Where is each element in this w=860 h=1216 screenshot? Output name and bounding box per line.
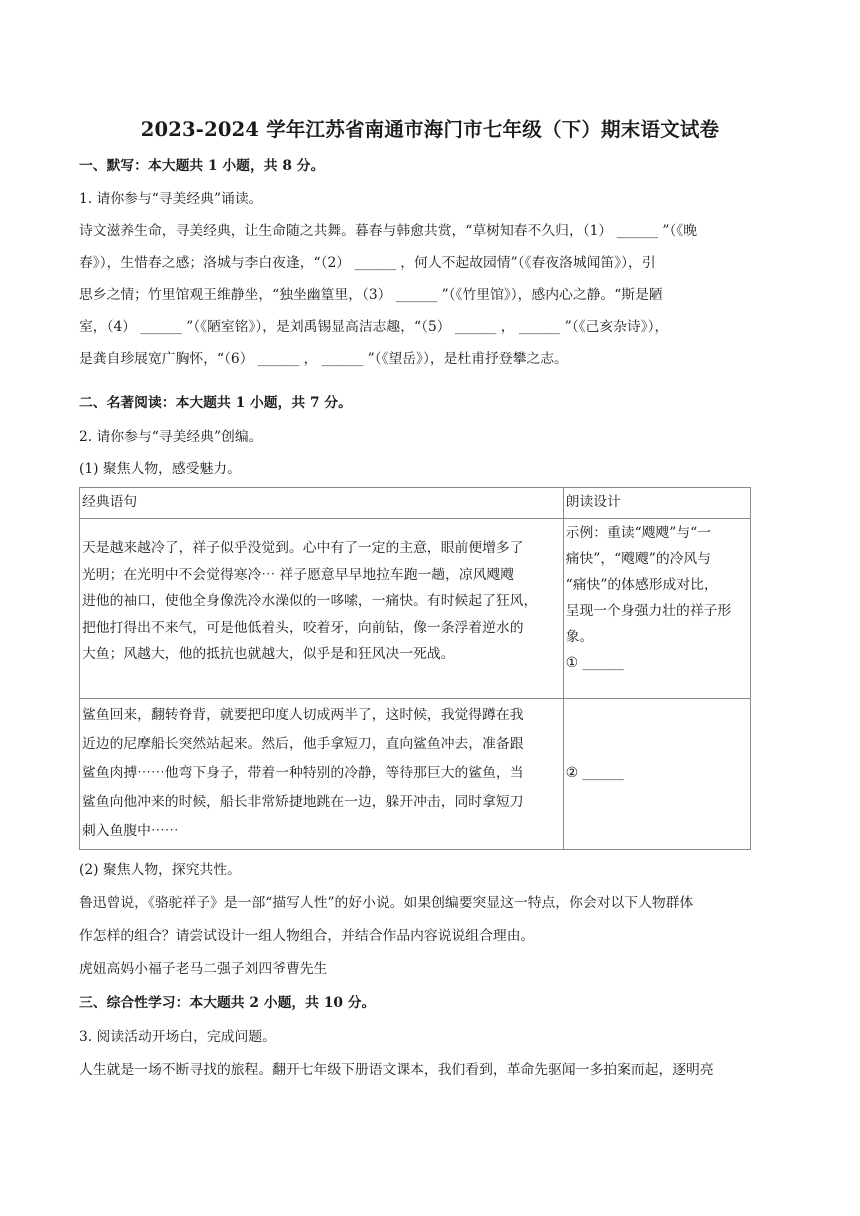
q3-prompt: 3. 阅读活动开场白，完成问题。 <box>79 1029 276 1045</box>
q1-line: 诗文滋养生命，寻美经典，让生命随之共舞。暮春与韩愈共赏，“草树知春不久归，（1） ______ ”（《晚 <box>79 223 698 239</box>
design-line: 痛快”，“飕飕”的冷风与 <box>565 551 712 567</box>
design-line: 示例：重读“飕飕”与“一 <box>565 525 712 541</box>
q1-line: 春》），生惜春之感；洛城与李白夜逢，“（2） ______ ，何人不起故园情”（《春夜洛城闻笛》），引 <box>79 255 656 271</box>
q3-line: 人生就是一场不断寻找的旅程。翻开七年级下册语文课本，我们看到，革命先驱闻一多拍案而起，逐明亮 <box>79 1062 714 1078</box>
quote-line: 天是越来越冷了，祥子似乎没觉到。心中有了一定的主意，眼前便增多了 <box>82 540 524 556</box>
q2-prompt: 2. 请你参与“寻美经典”创编。 <box>79 429 263 445</box>
table-cell-design <box>563 699 750 850</box>
section2-heading: 二、名著阅读：本大题共 1 小题，共 7 分。 <box>79 395 352 411</box>
table-cell-quote <box>80 699 564 850</box>
design-line: 呈现一个身强力壮的祥子形 <box>565 603 732 619</box>
table-cell-quote <box>80 519 564 699</box>
quote-line: 鲨鱼肉搏⋯⋯他弯下身子，带着一种特别的冷静，等待那巨大的鲨鱼，当 <box>82 765 524 781</box>
q1-line: 是龚自珍展宽广胸怀，“（6） ______ ， ______ ”（《望岳》），是杜甫抒登攀之志。 <box>79 351 568 367</box>
answer-blank-1: ① ______ <box>565 655 624 671</box>
quote-line: 刺入鱼腹中⋯⋯ <box>82 823 179 839</box>
q1-prompt: 1. 请你参与“寻美经典”诵读。 <box>79 191 263 207</box>
answer-blank-2: ② ______ <box>565 765 624 781</box>
quote-line: 进他的袖口，使他全身像洗冷水澡似的一哆嗦，一痛快。有时候起了狂风， <box>82 593 538 609</box>
character-list: 虎妞高妈小福子老马二强子刘四爷曹先生 <box>79 961 328 977</box>
q2-sub2-line: 鲁迅曾说，《骆驼祥子》是一部“描写人性”的好小说。如果创编要突显这一特点，你会对以下人物群体 <box>79 895 694 911</box>
q1-line: 室，（4） ______ ”（《陋室铭》），是刘禹锡显高洁志趣，“（5） ______ ， ______ ”（《己亥杂诗》）， <box>79 319 669 335</box>
q2-sub2-line: 作怎样的组合？请尝试设计一组人物组合，并结合作品内容说说组合理由。 <box>79 928 535 944</box>
reading-design-table <box>79 487 751 850</box>
section1-heading: 一、默写：本大题共 1 小题，共 8 分。 <box>79 158 325 174</box>
q2-sub1: (1) 聚焦人物，感受魅力。 <box>79 461 241 477</box>
quote-line: 鲨鱼回来，翻转脊背，就要把印度人切成两半了，这时候，我觉得蹲在我 <box>82 707 524 723</box>
table-header-quote: 经典语句 <box>80 488 564 519</box>
q1-line: 思乡之情；竹里馆观王维静坐，“独坐幽篁里，（3） ______ ”（《竹里馆》），感内心之静。“斯是陋 <box>79 287 663 303</box>
q2-sub2: (2) 聚焦人物，探究共性。 <box>79 862 241 878</box>
design-line: 象。 <box>565 629 594 645</box>
design-line: “痛快”的体感形成对比， <box>565 577 718 593</box>
quote-line: 光明；在光明中不会觉得寒冷⋯ 祥子愿意早早地拉车跑一趟，凉风飕飕 <box>82 566 515 583</box>
quote-line: 把他打得出不来气，可是他低着头，咬着牙，向前钻，像一条浮着逆水的 <box>82 619 524 636</box>
quote-line: 大鱼；风越大，他的抵抗也就越大，似乎是和狂风决一死战。 <box>82 646 455 662</box>
page-title: 2023-2024 学年江苏省南通市海门市七年级（下）期末语文试卷 <box>140 118 720 141</box>
table-cell-design <box>563 519 750 699</box>
section3-heading: 三、综合性学习：本大题共 2 小题，共 10 分。 <box>79 995 376 1011</box>
table-header-design: 朗读设计 <box>563 488 750 519</box>
quote-line: 近边的尼摩船长突然站起来。然后，他手拿短刀，直向鲨鱼冲去，准备跟 <box>82 736 524 752</box>
quote-line: 鲨鱼向他冲来的时候，船长非常矫捷地跳在一边，躲开冲击，同时拿短刀 <box>82 794 524 810</box>
